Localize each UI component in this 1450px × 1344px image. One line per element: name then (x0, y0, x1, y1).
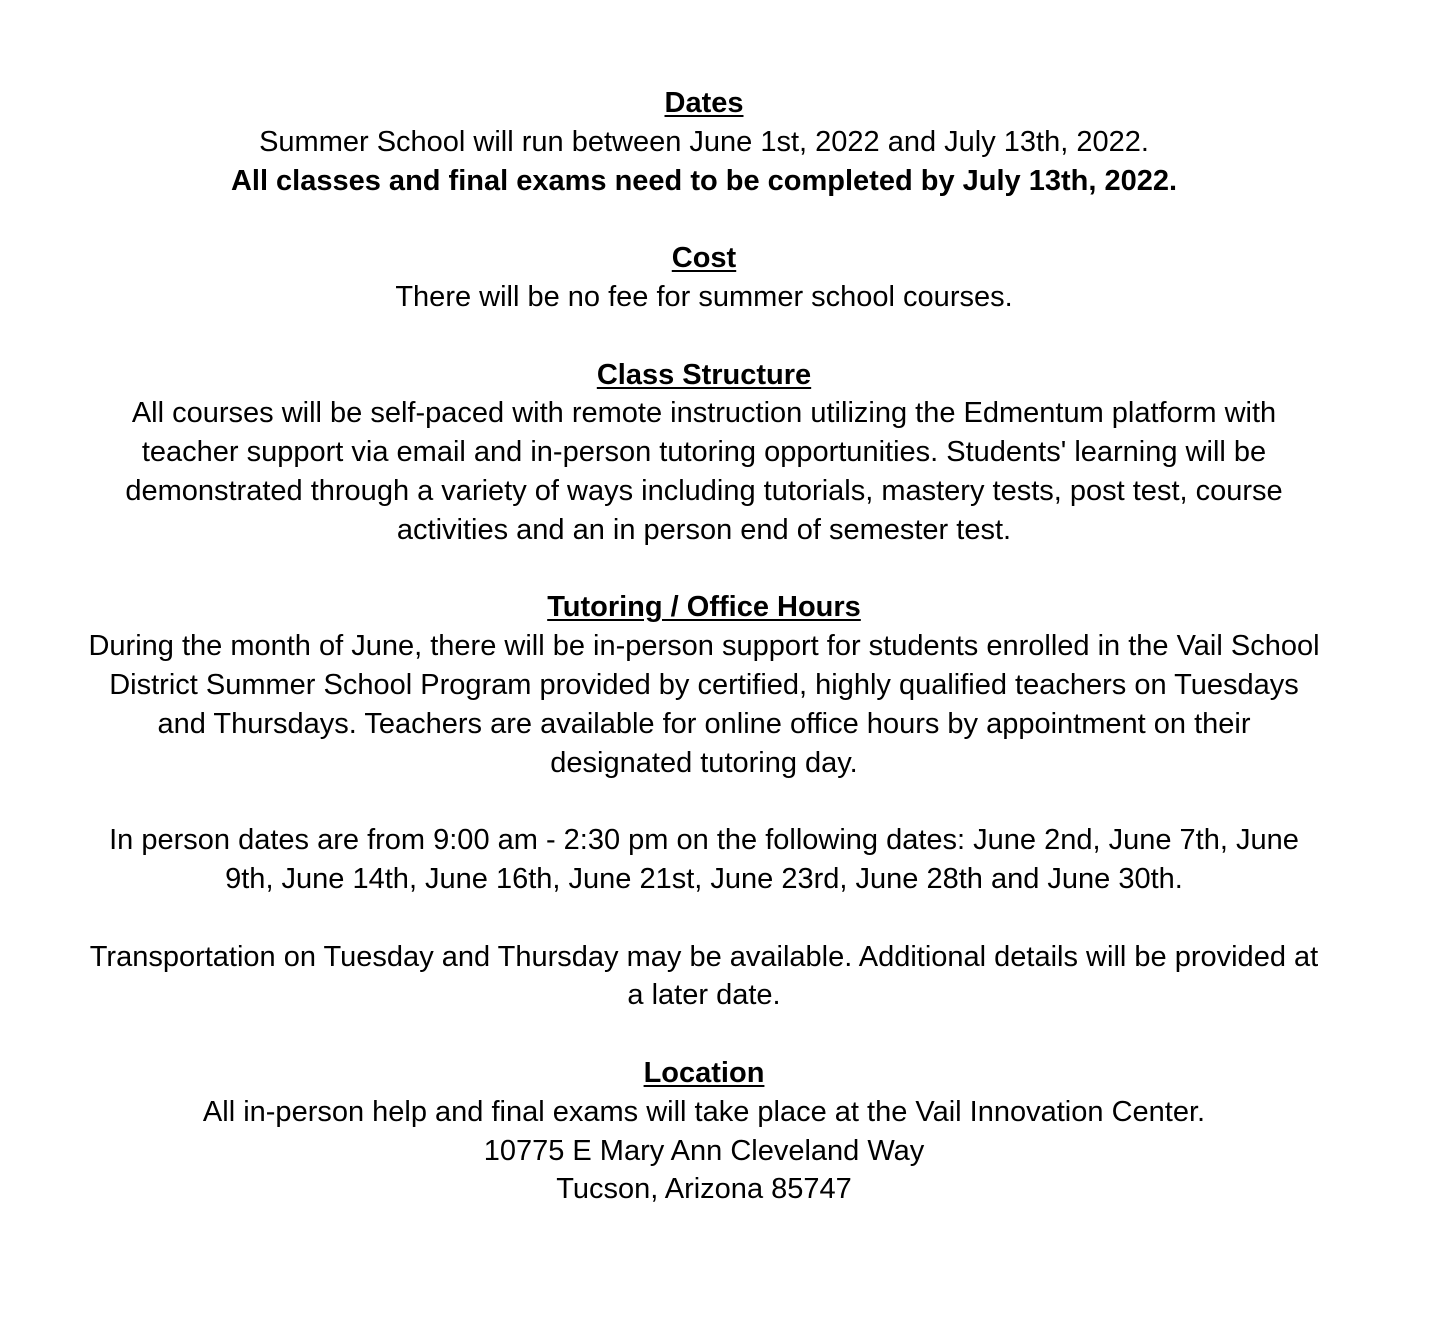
spacer (76, 782, 1332, 821)
location-heading: Location (643, 1056, 765, 1089)
location-text: All in-person help and final exams will take place at the Vail Innovation Center. (202, 1095, 1206, 1128)
class-structure-line: All courses will be self-paced with remote instruction utilizing the Edmentum platform with (131, 397, 1277, 430)
transportation-line: a later date. (627, 979, 781, 1012)
dates-heading: Dates (664, 87, 744, 119)
spacer (76, 317, 1332, 356)
class-structure-line: teacher support via email and in-person tutoring opportunities. Students' learning will be (141, 436, 1267, 469)
in-person-dates-line: 9th, June 14th, June 16th, June 21st, June 23rd, June 28th and June 30th. (225, 862, 1183, 895)
tutoring-support-line: During the month of June, there will be in-person support for students enrolled in the Vail School (88, 630, 1320, 663)
class-structure-section (76, 356, 1332, 550)
tutoring-heading: Tutoring / Office Hours (547, 591, 861, 624)
address-street: 10775 E Mary Ann Cleveland Way (483, 1134, 925, 1167)
tutoring-section (76, 588, 1332, 1015)
dates-section (76, 84, 1332, 200)
spacer (76, 550, 1332, 589)
cost-text: There will be no fee for summer school courses. (395, 280, 1013, 313)
address-city: Tucson, Arizona 85747 (556, 1173, 852, 1206)
class-structure-line: demonstrated through a variety of ways including tutorials, mastery tests, post test, course (125, 474, 1283, 507)
dates-deadline-text: All classes and final exams need to be completed by July 13th, 2022. (230, 164, 1178, 197)
transportation-line: Transportation on Tuesday and Thursday may be available. Additional details will be provided at (89, 940, 1319, 973)
spacer (76, 200, 1332, 239)
cost-section (76, 239, 1332, 317)
document-body (76, 84, 1332, 1209)
location-section (76, 1054, 1332, 1209)
class-structure-heading: Class Structure (596, 358, 812, 391)
dates-run-text: Summer School will run between June 1st, 2022 and July 13th, 2022. (259, 125, 1149, 158)
tutoring-support-line: District Summer School Program provided by certified, highly qualified teachers on Tuesdays (109, 668, 1299, 701)
spacer (76, 899, 1332, 938)
spacer (76, 1015, 1332, 1054)
tutoring-support-line: designated tutoring day. (550, 746, 858, 779)
cost-heading: Cost (671, 242, 737, 275)
tutoring-support-line: and Thursdays. Teachers are available for online office hours by appointment on their (157, 707, 1251, 740)
in-person-dates-line: In person dates are from 9:00 am - 2:30 pm on the following dates: June 2nd, June 7th, June (109, 824, 1299, 857)
class-structure-line: activities and an in person end of semester test. (396, 513, 1012, 546)
